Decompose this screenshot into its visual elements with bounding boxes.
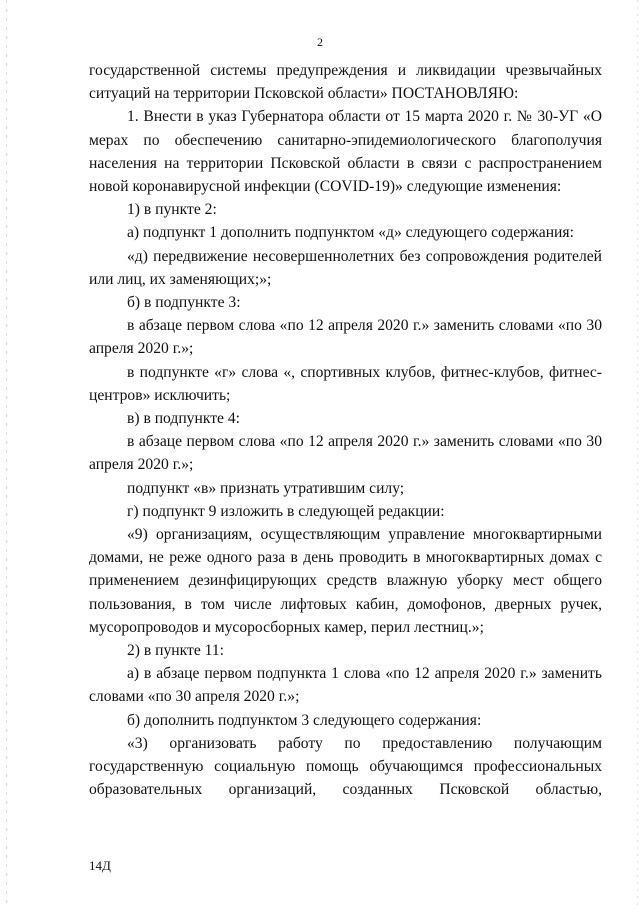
paragraph-subpoint-g: г) подпункт 9 изложить в следующей редакции: xyxy=(127,502,445,520)
paragraph-subpoint-b: б) в подпункте 3: xyxy=(127,294,241,312)
paragraph-replace-date-3: а) в абзаце первом подпункта 1 слова «по 12 апреля 2020 г.» заменить словами «по 30 апреля 2020 г.»; xyxy=(89,665,602,706)
paragraph-continuation: государственной системы предупреждения и ликвидации чрезвычайных ситуаций на территории Псковской области» ПОСТАНОВЛЯЮ: xyxy=(89,62,602,103)
paragraph-exclude-clubs: в подпункте «г» слова «, спортивных клубов, фитнес-клубов, фитнес-центров» исключить; xyxy=(89,363,602,404)
page-number: 2 xyxy=(317,35,323,49)
paragraph-invalidate-v: подпункт «в» признать утратившим силу; xyxy=(127,479,405,497)
paragraph-point-11: 2) в пункте 11: xyxy=(127,642,224,660)
paragraph-item-1: 1. Внести в указ Губернатора области от 15 марта 2020 г. № 30-УГ «О мерах по обеспечению санитарно-эпидемиологического благополучия населения на территории Псковской области в связи с распространением новой коронавирусной инфекции (COVID-19)» следующие изменения: xyxy=(89,108,602,196)
document-body xyxy=(89,59,602,802)
scan-edge-left xyxy=(6,0,7,905)
paragraph-replace-date-2: в абзаце первом слова «по 12 апреля 2020 г.» заменить словами «по 30 апреля 2020 г.»; xyxy=(89,433,602,474)
scan-edge-right xyxy=(637,0,638,905)
paragraph-replace-date-1: в абзаце первом слова «по 12 апреля 2020 г.» заменить словами «по 30 апреля 2020 г.»; xyxy=(89,317,602,358)
document-code: 14Д xyxy=(89,858,111,873)
paragraph-quote-9: «9) организациям, осуществляющим управление многоквартирными домами, не реже одного раза в день проводить в многоквартирных домах с применением дезинфицирующих средств влажную уборку мест общего пользования, в том числе лифтовых кабин, домофонов, дверных ручек, мусоропроводов и мусоросборных камер, перил лестниц.»; xyxy=(89,526,602,636)
paragraph-quote-3: «3) организовать работу по предоставлению получающим государственную социальную помощь обучающимся профессиональных образовательных организаций, созданных Псковской областью, xyxy=(89,734,602,799)
paragraph-quote-d: «д) передвижение несовершеннолетних без сопровождения родителей или лиц, их заменяющих;»; xyxy=(89,247,602,288)
paragraph-point-2: 1) в пункте 2: xyxy=(127,201,217,219)
paragraph-subpoint-v: в) в подпункте 4: xyxy=(127,410,240,428)
paragraph-subpoint-a: а) подпункт 1 дополнить подпунктом «д» следующего содержания: xyxy=(127,224,574,242)
paragraph-add-subpoint-3: б) дополнить подпунктом 3 следующего содержания: xyxy=(127,711,482,729)
